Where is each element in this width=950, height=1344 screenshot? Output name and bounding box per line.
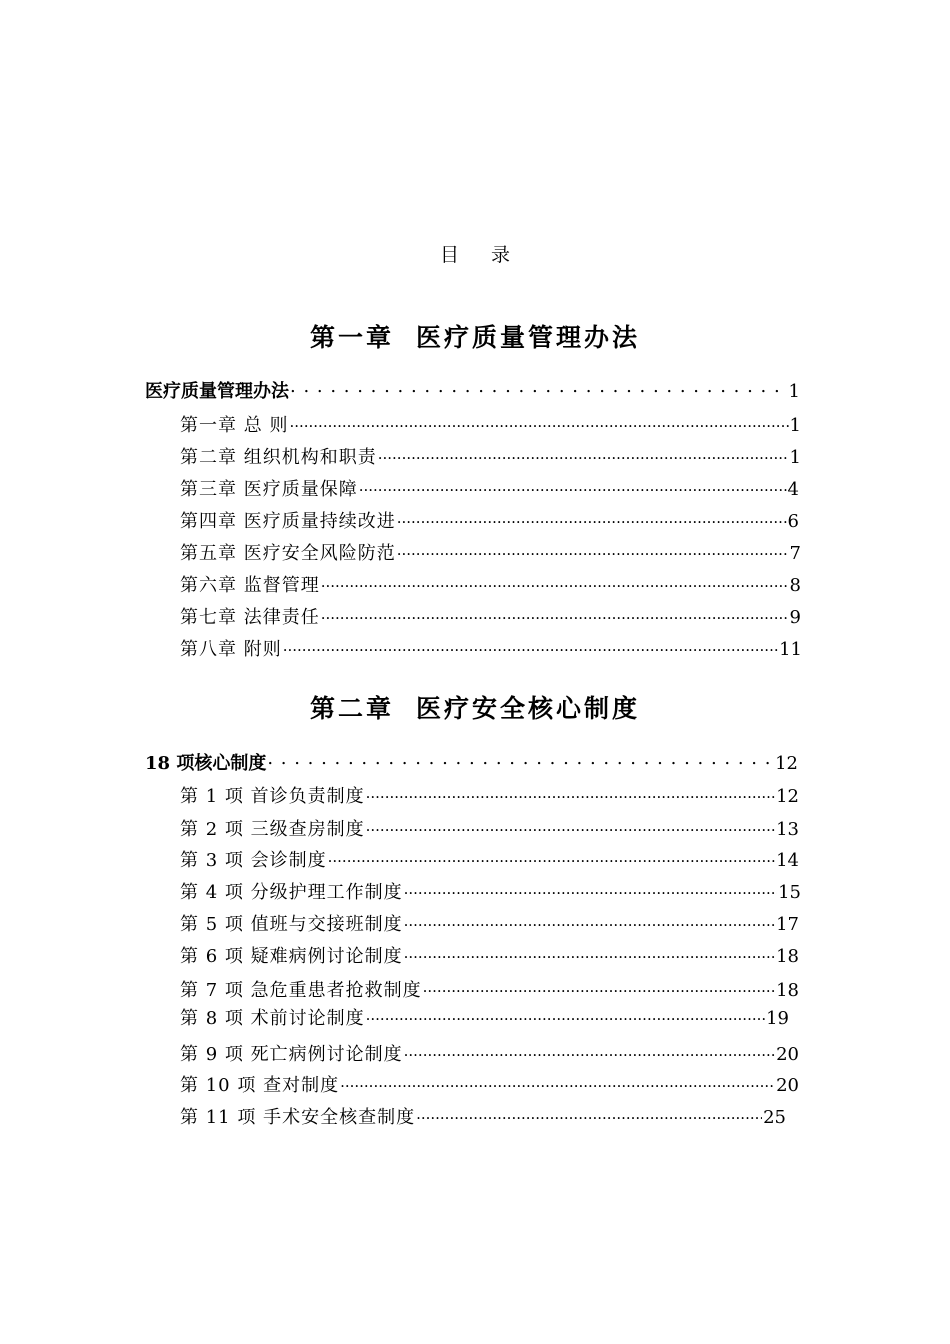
toc-page-number: 25	[763, 1107, 786, 1128]
toc-entry-label: 第四章 医疗质量持续改进	[180, 511, 396, 532]
toc-entry-label: 第 8 项 术前讨论制度	[180, 1008, 365, 1029]
chapter-2-heading-name: 医疗安全核心制度	[416, 694, 641, 723]
toc-entry[interactable]	[180, 846, 799, 872]
toc-entry[interactable]	[180, 539, 801, 565]
toc-page-number: 1	[788, 381, 800, 402]
toc-page-number: 7	[789, 543, 801, 564]
chapter-2-heading-prefix: 第二章	[309, 694, 394, 723]
toc-page-number: 13	[776, 819, 799, 840]
chapter-2-heading	[0, 689, 950, 725]
dot-leader	[366, 817, 775, 835]
chapter-1-heading-prefix: 第一章	[309, 323, 394, 352]
toc-page-number: 1	[789, 415, 801, 436]
toc-entry-label: 第三章 医疗质量保障	[180, 479, 358, 500]
toc-entry[interactable]	[180, 411, 801, 437]
toc-entry-label: 第 2 项 三级查房制度	[180, 819, 365, 840]
toc-entry[interactable]	[180, 635, 802, 661]
toc-entry-label: 第 7 项 急危重患者抢救制度	[180, 980, 422, 1001]
toc-page-number: 12	[775, 753, 798, 774]
toc-entry[interactable]	[180, 507, 799, 533]
toc-page-number: 6	[787, 511, 799, 532]
dot-leader	[321, 605, 789, 623]
toc-entry[interactable]	[180, 815, 799, 841]
chapter-1-heading	[0, 318, 950, 354]
toc-entry-label: 第七章 法律责任	[180, 607, 320, 628]
toc-entry-label: 第 11 项 手术安全核查制度	[180, 1107, 416, 1128]
toc-page-number: 19	[766, 1008, 789, 1029]
toc-entry[interactable]	[180, 878, 801, 904]
toc-entry-label: 第 9 项 死亡病例讨论制度	[180, 1044, 403, 1065]
dot-leader	[416, 1105, 762, 1123]
toc-entry[interactable]	[180, 475, 799, 501]
toc-page-number: 20	[776, 1075, 799, 1096]
toc-page-number: 17	[776, 914, 799, 935]
toc-page-number: 20	[776, 1044, 799, 1065]
toc-entry-label: 18 项核心制度	[145, 753, 267, 774]
dot-leader	[423, 978, 775, 996]
dot-leader	[289, 413, 788, 431]
dot-leader	[290, 379, 788, 397]
toc-page-number: 18	[776, 946, 799, 967]
toc-entry[interactable]	[180, 1103, 786, 1129]
toc-entry[interactable]	[180, 1071, 799, 1097]
toc-entry-label: 第五章 医疗安全风险防范	[180, 543, 396, 564]
dot-leader	[378, 445, 789, 463]
dot-leader	[283, 637, 778, 655]
dot-leader	[397, 509, 787, 527]
dot-leader	[366, 784, 775, 802]
dot-leader	[404, 912, 775, 930]
chapter-1-heading-name: 医疗质量管理办法	[416, 323, 641, 352]
dot-leader	[366, 1006, 765, 1024]
toc-entry[interactable]	[180, 782, 799, 808]
toc-entry-label: 第八章 附则	[180, 639, 282, 660]
toc-entry-label: 第 5 项 值班与交接班制度	[180, 914, 403, 935]
toc-entry[interactable]	[180, 942, 799, 968]
toc-entry[interactable]	[180, 1004, 789, 1030]
dot-leader	[397, 541, 789, 559]
dot-leader	[267, 751, 774, 769]
toc-page-number: 15	[778, 882, 801, 903]
toc-page-number: 12	[776, 786, 799, 807]
toc-entry-label: 第 3 项 会诊制度	[180, 850, 327, 871]
toc-section-entry[interactable]	[145, 377, 800, 403]
dot-leader	[328, 848, 775, 866]
toc-page-number: 4	[787, 479, 799, 500]
toc-entry-label: 第 6 项 疑难病例讨论制度	[180, 946, 403, 967]
toc-entry-label: 医疗质量管理办法	[145, 381, 289, 402]
toc-entry[interactable]	[180, 1040, 799, 1066]
toc-entry-label: 第六章 监督管理	[180, 575, 320, 596]
dot-leader	[359, 477, 787, 495]
dot-leader	[404, 1042, 775, 1060]
dot-leader	[404, 880, 777, 898]
toc-entry[interactable]	[180, 603, 801, 629]
toc-entry[interactable]	[180, 571, 801, 597]
toc-entry[interactable]	[180, 910, 799, 936]
dot-leader	[404, 944, 775, 962]
toc-entry-label: 第 1 项 首诊负责制度	[180, 786, 365, 807]
toc-entry-label: 第 10 项 查对制度	[180, 1075, 340, 1096]
toc-page-number: 18	[776, 980, 799, 1001]
dot-leader	[321, 573, 789, 591]
toc-entry[interactable]	[180, 976, 799, 1002]
toc-entry-label: 第一章 总 则	[180, 415, 289, 436]
dot-leader	[340, 1073, 775, 1091]
toc-page-number: 9	[789, 607, 801, 628]
toc-section-entry[interactable]	[145, 749, 798, 775]
toc-entry-label: 第 4 项 分级护理工作制度	[180, 882, 403, 903]
toc-title: 目录	[439, 244, 542, 266]
toc-page-number: 8	[789, 575, 801, 596]
toc-page-number: 1	[789, 447, 801, 468]
toc-entry[interactable]	[180, 443, 801, 469]
toc-entry-label: 第二章 组织机构和职责	[180, 447, 377, 468]
toc-page-number: 11	[779, 639, 802, 660]
toc-page-number: 14	[776, 850, 799, 871]
